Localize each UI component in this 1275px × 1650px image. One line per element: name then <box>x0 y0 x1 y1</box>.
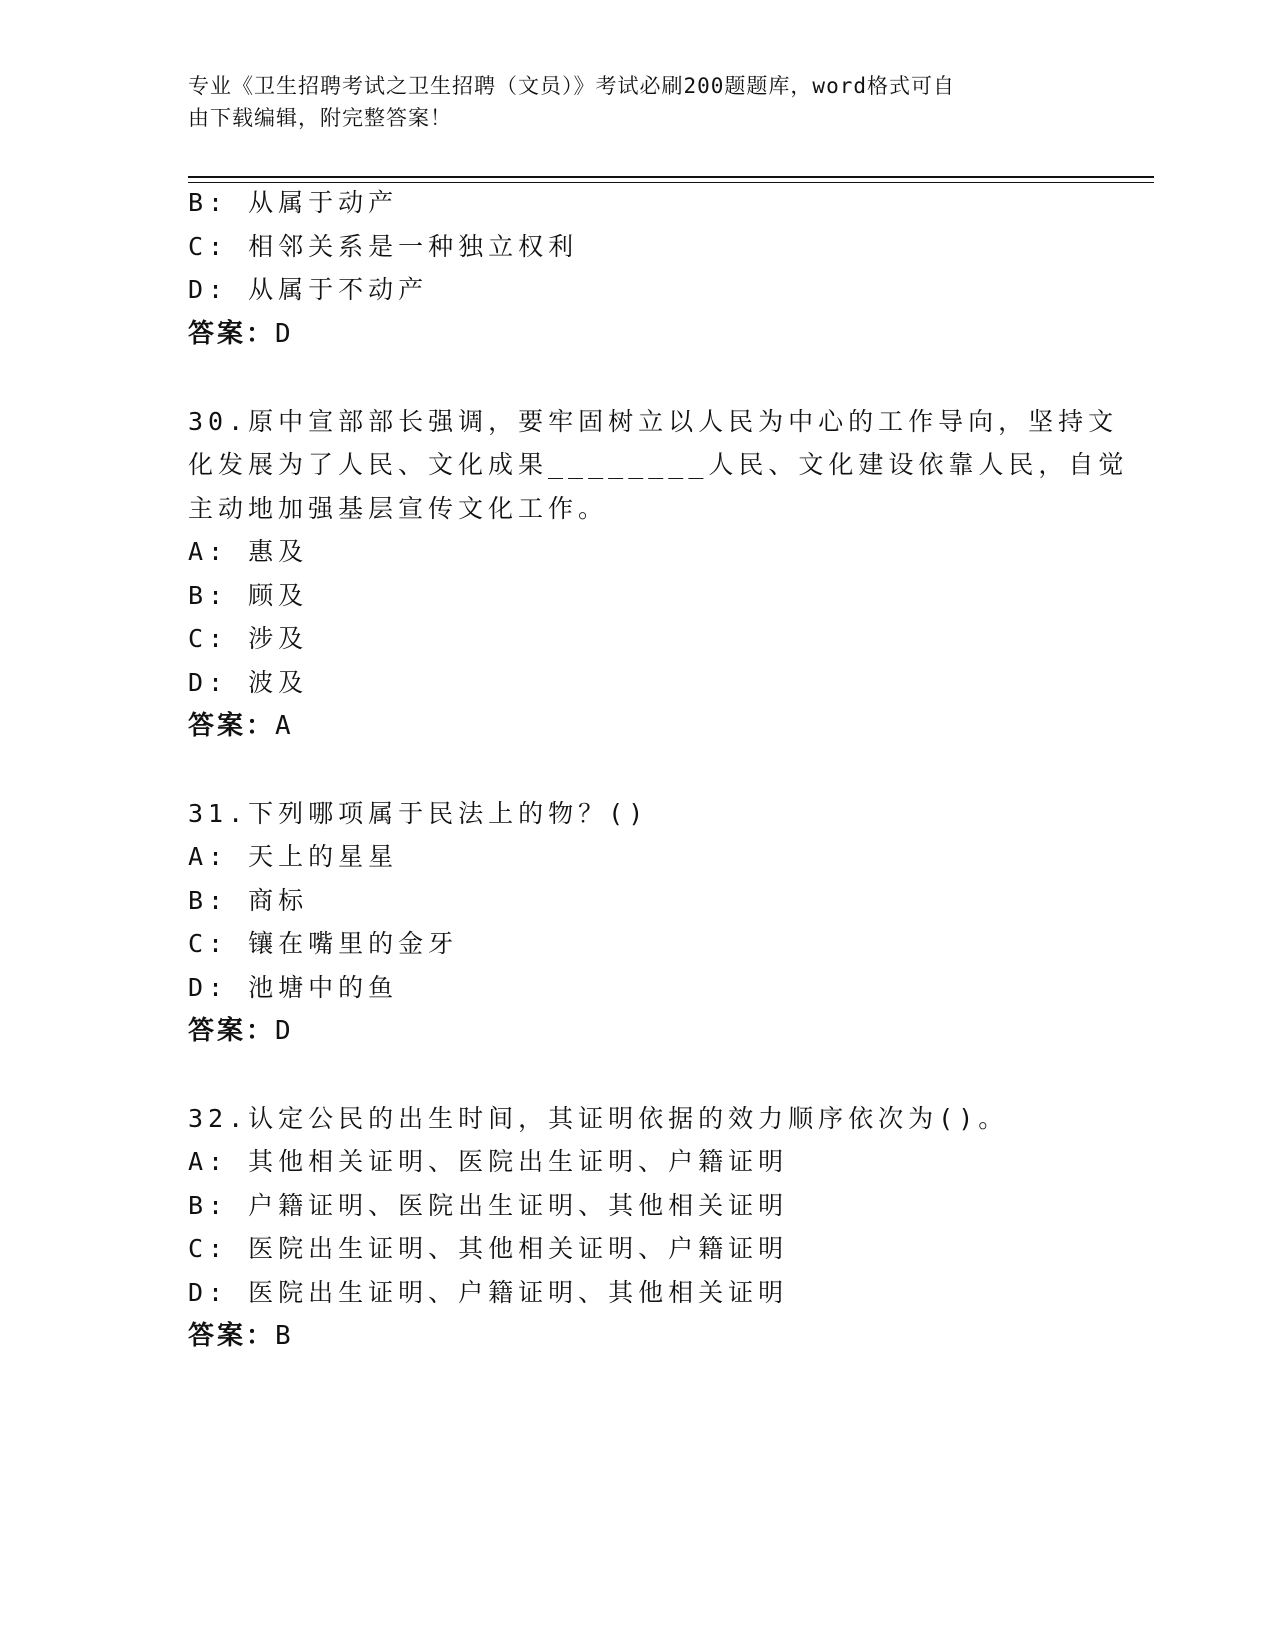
q32-option-a: A: 其他相关证明、医院出生证明、户籍证明 <box>188 1147 789 1176</box>
q29-option-d: D: 从属于不动产 <box>188 275 429 304</box>
q30-text-line-2: 化发展为了人民、文化成果________人民、文化建设依靠人民，自觉 <box>188 450 1129 479</box>
q31-text-line-1: 31.下列哪项属于民法上的物？() <box>188 799 649 828</box>
q30-answer <box>188 709 294 743</box>
answer-value: D <box>275 1016 294 1046</box>
answer-label: 答案： <box>188 1321 276 1351</box>
header-divider-thin <box>188 182 1154 183</box>
answer-label: 答案： <box>188 319 276 349</box>
q29-option-b: B: 从属于动产 <box>188 188 399 217</box>
header-divider-thick <box>188 176 1154 178</box>
q31-option-d: D: 池塘中的鱼 <box>188 973 399 1002</box>
document-header <box>188 70 1088 134</box>
q30-text-line-3: 主动地加强基层宣传文化工作。 <box>188 494 609 523</box>
q29-option-c: C: 相邻关系是一种独立权利 <box>188 232 579 261</box>
q30-option-c: C: 涉及 <box>188 624 309 653</box>
q30-option-d: D: 波及 <box>188 668 309 697</box>
q30-option-b: B: 顾及 <box>188 581 309 610</box>
q32-option-b: B: 户籍证明、医院出生证明、其他相关证明 <box>188 1191 789 1220</box>
answer-label: 答案： <box>188 1016 276 1046</box>
q31-option-a: A: 天上的星星 <box>188 842 399 871</box>
q32-text-line-1: 32.认定公民的出生时间，其证明依据的效力顺序依次为()。 <box>188 1104 1009 1133</box>
q31-answer <box>188 1014 294 1048</box>
answer-value: A <box>275 711 294 741</box>
q29-answer <box>188 317 294 351</box>
answer-label: 答案： <box>188 711 276 741</box>
q30-option-a: A: 惠及 <box>188 537 309 566</box>
header-line-1: 专业《卫生招聘考试之卫生招聘（文员）》考试必刷200题题库，word格式可自 <box>188 74 955 98</box>
header-line-2: 由下载编辑，附完整答案！ <box>188 106 452 130</box>
q30-text-line-1: 30.原中宣部部长强调，要牢固树立以人民为中心的工作导向，坚持文 <box>188 407 1119 436</box>
q32-option-d: D: 医院出生证明、户籍证明、其他相关证明 <box>188 1278 789 1307</box>
q31-option-c: C: 镶在嘴里的金牙 <box>188 929 459 958</box>
q32-answer <box>188 1319 294 1353</box>
answer-value: D <box>275 319 294 349</box>
answer-value: B <box>275 1321 294 1351</box>
q32-option-c: C: 医院出生证明、其他相关证明、户籍证明 <box>188 1234 789 1263</box>
q31-option-b: B: 商标 <box>188 886 309 915</box>
